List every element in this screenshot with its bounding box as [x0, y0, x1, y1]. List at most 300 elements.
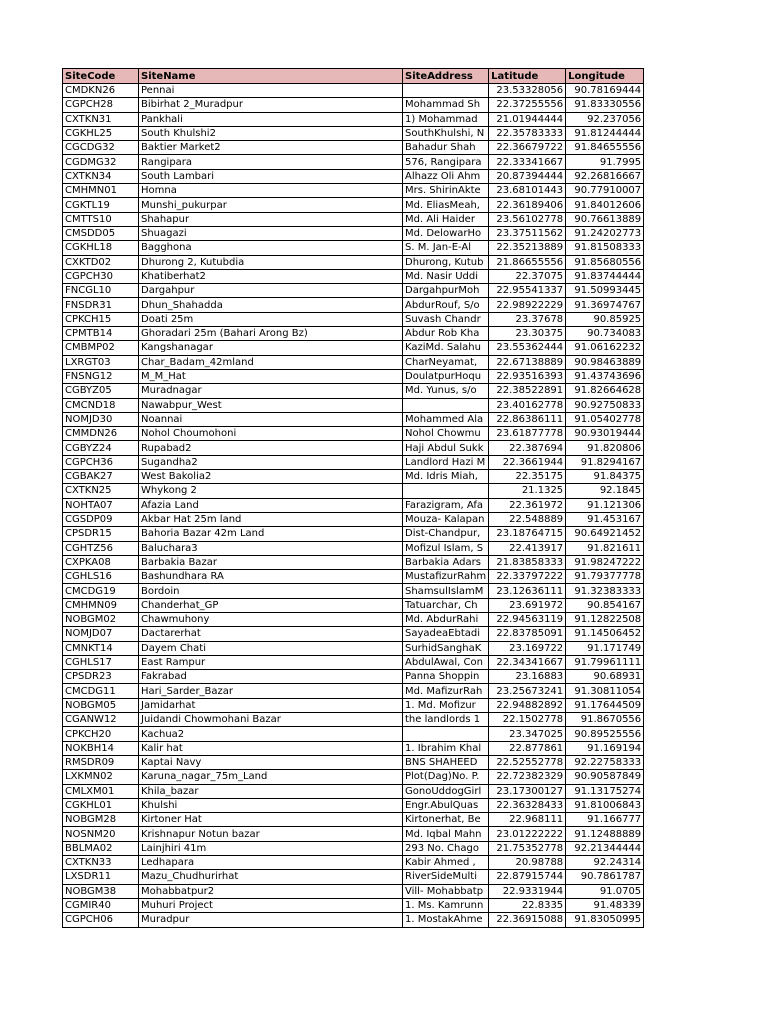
latitude-cell: 22.361972 [489, 498, 566, 512]
site-name-cell: Rupabad2 [139, 441, 403, 455]
site-name-cell: Karuna_nagar_75m_Land [139, 770, 403, 784]
site-address-cell: Md. Ali Haider [403, 212, 489, 226]
table-row [63, 641, 644, 655]
site-code-cell: CMNKT14 [63, 641, 139, 655]
table-row [63, 655, 644, 669]
table-row [63, 470, 644, 484]
longitude-cell: 91.8670556 [566, 713, 644, 727]
longitude-cell: 91.79961111 [566, 655, 644, 669]
header-sitecode: SiteCode [63, 69, 139, 84]
site-name-cell: Shuagazi [139, 226, 403, 240]
longitude-cell: 91.84375 [566, 470, 644, 484]
site-address-cell: Dhurong, Kutub [403, 255, 489, 269]
site-address-cell: Mrs. ShirinAkte [403, 184, 489, 198]
site-code-cell: NOBGM38 [63, 884, 139, 898]
longitude-cell: 91.82664628 [566, 384, 644, 398]
longitude-cell: 91.81006843 [566, 798, 644, 812]
longitude-cell: 91.79377778 [566, 570, 644, 584]
site-name-cell: Barbakia Bazar [139, 555, 403, 569]
latitude-cell: 23.37678 [489, 312, 566, 326]
site-address-cell: Md. DelowarHo [403, 226, 489, 240]
latitude-cell: 22.37075 [489, 269, 566, 283]
site-name-cell: Bordoin [139, 584, 403, 598]
site-address-cell: BNS SHAHEED [403, 755, 489, 769]
latitude-cell: 22.52552778 [489, 755, 566, 769]
latitude-cell: 23.61877778 [489, 427, 566, 441]
longitude-cell: 91.06162232 [566, 341, 644, 355]
site-name-cell: South Khulshi2 [139, 126, 403, 140]
site-code-cell: CMCND18 [63, 398, 139, 412]
table-row [63, 755, 644, 769]
latitude-cell: 22.94882892 [489, 698, 566, 712]
site-code-cell: LXRGT03 [63, 355, 139, 369]
latitude-cell: 22.968111 [489, 813, 566, 827]
table-row [63, 784, 644, 798]
site-code-cell: CGPCH36 [63, 455, 139, 469]
latitude-cell: 22.95541337 [489, 284, 566, 298]
latitude-cell: 23.56102778 [489, 212, 566, 226]
site-code-cell: RMSDR09 [63, 755, 139, 769]
table-row [63, 527, 644, 541]
site-name-cell: Ghoradari 25m (Bahari Arong Bz) [139, 327, 403, 341]
site-address-cell: Md. MafizurRah [403, 684, 489, 698]
site-name-cell: Chanderhat_GP [139, 598, 403, 612]
table-row [63, 126, 644, 140]
table-row [63, 670, 644, 684]
site-code-cell: CGANW12 [63, 713, 139, 727]
longitude-cell: 91.821611 [566, 541, 644, 555]
site-address-cell: the landlords 1 [403, 713, 489, 727]
table-row [63, 841, 644, 855]
table-row [63, 798, 644, 812]
site-name-cell: Pennai [139, 84, 403, 98]
site-name-cell: Bagghona [139, 241, 403, 255]
table-row [63, 612, 644, 626]
table-row [63, 198, 644, 212]
table-row [63, 770, 644, 784]
site-address-cell: 1. Ibrahim Khal [403, 741, 489, 755]
site-address-cell: Engr.AbulQuas [403, 798, 489, 812]
table-row [63, 498, 644, 512]
table-row [63, 512, 644, 526]
latitude-cell: 23.37511562 [489, 226, 566, 240]
latitude-cell: 21.75352778 [489, 841, 566, 855]
site-name-cell: Dargahpur [139, 284, 403, 298]
longitude-cell: 91.17644509 [566, 698, 644, 712]
site-code-cell: CXTKN33 [63, 856, 139, 870]
longitude-cell: 90.89525556 [566, 727, 644, 741]
table-row [63, 226, 644, 240]
longitude-cell: 91.32383333 [566, 584, 644, 598]
longitude-cell: 91.81244444 [566, 126, 644, 140]
site-code-cell: CGKTL19 [63, 198, 139, 212]
site-code-cell: CGHLS16 [63, 570, 139, 584]
longitude-cell: 91.43743696 [566, 369, 644, 383]
table-row [63, 369, 644, 383]
latitude-cell: 23.01222222 [489, 827, 566, 841]
site-code-cell: CGHLS17 [63, 655, 139, 669]
site-name-cell: Chawmuhony [139, 612, 403, 626]
site-name-cell: West Bakolia2 [139, 470, 403, 484]
longitude-cell: 91.171749 [566, 641, 644, 655]
longitude-cell: 91.453167 [566, 512, 644, 526]
site-address-cell: Dist-Chandpur, [403, 527, 489, 541]
table-row [63, 884, 644, 898]
table-row [63, 184, 644, 198]
table-row [63, 384, 644, 398]
site-code-cell: CXKTD02 [63, 255, 139, 269]
site-name-cell: Hari_Sarder_Bazar [139, 684, 403, 698]
site-name-cell: Bahoria Bazar 42m Land [139, 527, 403, 541]
latitude-cell: 22.37255556 [489, 98, 566, 112]
latitude-cell: 22.877861 [489, 741, 566, 755]
site-address-cell: Kabir Ahmed , [403, 856, 489, 870]
site-address-cell: 1) Mohammad [403, 112, 489, 126]
table-row [63, 627, 644, 641]
site-address-cell: DargahpurMoh [403, 284, 489, 298]
site-address-cell: Barbakia Adars [403, 555, 489, 569]
table-row [63, 255, 644, 269]
site-address-cell: Plot(Dag)No. P. [403, 770, 489, 784]
latitude-cell: 22.36915088 [489, 913, 566, 927]
table-row [63, 584, 644, 598]
longitude-cell: 90.64921452 [566, 527, 644, 541]
site-address-cell: Suvash Chandr [403, 312, 489, 326]
site-address-cell: Farazigram, Afa [403, 498, 489, 512]
site-code-cell: CGSDP09 [63, 512, 139, 526]
table-row [63, 441, 644, 455]
header-sitename: SiteName [139, 69, 403, 84]
site-code-cell: CMMDN26 [63, 427, 139, 441]
longitude-cell: 90.76613889 [566, 212, 644, 226]
site-address-cell [403, 484, 489, 498]
table-row [63, 269, 644, 283]
site-address-cell: Mohammed Ala [403, 412, 489, 426]
site-code-cell: NOKBH14 [63, 741, 139, 755]
site-name-cell: Juidandi Chowmohani Bazar [139, 713, 403, 727]
site-name-cell: Mohabbatpur2 [139, 884, 403, 898]
site-code-cell: CPSDR15 [63, 527, 139, 541]
site-name-cell: Mazu_Chudhurirhat [139, 870, 403, 884]
site-name-cell: Dayem Chati [139, 641, 403, 655]
site-name-cell: Baluchara3 [139, 541, 403, 555]
site-code-cell: FNSNG12 [63, 369, 139, 383]
site-code-cell: CXPKA08 [63, 555, 139, 569]
table-row [63, 98, 644, 112]
site-name-cell: Dactarerhat [139, 627, 403, 641]
site-code-cell: CMCDG19 [63, 584, 139, 598]
table-row [63, 484, 644, 498]
site-code-cell: CPKCH15 [63, 312, 139, 326]
site-name-cell: Krishnapur Notun bazar [139, 827, 403, 841]
table-row [63, 570, 644, 584]
latitude-cell: 22.94563119 [489, 612, 566, 626]
latitude-cell: 22.67138889 [489, 355, 566, 369]
latitude-cell: 22.548889 [489, 512, 566, 526]
longitude-cell: 90.85925 [566, 312, 644, 326]
site-name-cell: Lainjhiri 41m [139, 841, 403, 855]
site-name-cell: Fakrabad [139, 670, 403, 684]
site-code-cell: NOBGM28 [63, 813, 139, 827]
site-address-cell: Bahadur Shah [403, 141, 489, 155]
site-address-cell: Panna Shoppin [403, 670, 489, 684]
site-name-cell: Sugandha2 [139, 455, 403, 469]
table-row [63, 412, 644, 426]
site-address-cell: CharNeyamat, [403, 355, 489, 369]
longitude-cell: 91.169194 [566, 741, 644, 755]
site-address-cell: KaziMd. Salahu [403, 341, 489, 355]
longitude-cell: 91.13175274 [566, 784, 644, 798]
site-name-cell: Doati 25m [139, 312, 403, 326]
site-address-cell: Mohammad Sh [403, 98, 489, 112]
site-code-cell: CMLXM01 [63, 784, 139, 798]
site-address-cell: AbdurRouf, S/o [403, 298, 489, 312]
site-address-cell: 576, Rangipara [403, 155, 489, 169]
longitude-cell: 91.83050995 [566, 913, 644, 927]
site-code-cell: CMDKN26 [63, 84, 139, 98]
table-row [63, 312, 644, 326]
site-code-cell: FNCGL10 [63, 284, 139, 298]
longitude-cell: 91.83330556 [566, 98, 644, 112]
longitude-cell: 92.21344444 [566, 841, 644, 855]
latitude-cell: 22.87915744 [489, 870, 566, 884]
site-code-cell: CGCDG32 [63, 141, 139, 155]
longitude-cell: 91.820806 [566, 441, 644, 455]
latitude-cell: 23.40162778 [489, 398, 566, 412]
table-row [63, 727, 644, 741]
longitude-cell: 91.36974767 [566, 298, 644, 312]
latitude-cell: 21.83858333 [489, 555, 566, 569]
site-code-cell: CMTTS10 [63, 212, 139, 226]
latitude-cell: 23.16883 [489, 670, 566, 684]
site-code-cell: CPKCH20 [63, 727, 139, 741]
longitude-cell: 90.98463889 [566, 355, 644, 369]
site-address-cell: Vill- Mohabbatp [403, 884, 489, 898]
site-code-cell: CGPCH30 [63, 269, 139, 283]
latitude-cell: 21.1325 [489, 484, 566, 498]
table-row [63, 856, 644, 870]
site-address-cell: Md. AbdurRahi [403, 612, 489, 626]
site-name-cell: Char_Badam_42mland [139, 355, 403, 369]
site-name-cell: Dhurong 2, Kutubdia [139, 255, 403, 269]
site-code-cell: CGKHL25 [63, 126, 139, 140]
site-code-cell: NOSNM20 [63, 827, 139, 841]
site-code-cell: CMHMN09 [63, 598, 139, 612]
header-siteaddress: SiteAddress [403, 69, 489, 84]
site-address-cell: Alhazz Oli Ahm [403, 169, 489, 183]
site-address-cell: AbdulAwal, Con [403, 655, 489, 669]
latitude-cell: 21.01944444 [489, 112, 566, 126]
site-code-cell: CGKHL01 [63, 798, 139, 812]
site-code-cell: NOBGM05 [63, 698, 139, 712]
latitude-cell: 20.87394444 [489, 169, 566, 183]
latitude-cell: 22.83785091 [489, 627, 566, 641]
latitude-cell: 23.347025 [489, 727, 566, 741]
longitude-cell: 90.68931 [566, 670, 644, 684]
longitude-cell: 91.85680556 [566, 255, 644, 269]
site-address-cell: DoulatpurHoqu [403, 369, 489, 383]
site-address-cell: Md. EliasMeah, [403, 198, 489, 212]
site-code-cell: CXTKN34 [63, 169, 139, 183]
site-address-cell: Kirtonerhat, Be [403, 813, 489, 827]
latitude-cell: 21.86655556 [489, 255, 566, 269]
header-row [63, 69, 644, 84]
longitude-cell: 90.90587849 [566, 770, 644, 784]
site-name-cell: Munshi_pukurpar [139, 198, 403, 212]
longitude-cell: 91.30811054 [566, 684, 644, 698]
site-code-cell: CGKHL18 [63, 241, 139, 255]
site-code-cell: NOMJD07 [63, 627, 139, 641]
site-name-cell: Kalir hat [139, 741, 403, 755]
site-address-cell: Md. Idris Miah, [403, 470, 489, 484]
table-row [63, 355, 644, 369]
longitude-cell: 92.24314 [566, 856, 644, 870]
table-row [63, 684, 644, 698]
site-code-cell: CGDMG32 [63, 155, 139, 169]
longitude-cell: 91.81508333 [566, 241, 644, 255]
longitude-cell: 91.98247222 [566, 555, 644, 569]
site-code-cell: CGBAK27 [63, 470, 139, 484]
longitude-cell: 92.22758333 [566, 755, 644, 769]
site-name-cell: Akbar Hat 25m land [139, 512, 403, 526]
table-row [63, 898, 644, 912]
site-name-cell: Afazia Land [139, 498, 403, 512]
site-name-cell: Muradpur [139, 913, 403, 927]
longitude-cell: 92.237056 [566, 112, 644, 126]
latitude-cell: 22.35175 [489, 470, 566, 484]
latitude-cell: 22.387694 [489, 441, 566, 455]
site-name-cell: Nohol Choumohoni [139, 427, 403, 441]
site-code-cell: CXTKN31 [63, 112, 139, 126]
latitude-cell: 22.33797222 [489, 570, 566, 584]
site-address-cell: S. M. Jan-E-Al [403, 241, 489, 255]
site-code-cell: CMBMP02 [63, 341, 139, 355]
site-code-cell: CGHTZ56 [63, 541, 139, 555]
table-row [63, 212, 644, 226]
site-name-cell: Bibirhat 2_Muradpur [139, 98, 403, 112]
site-name-cell: Muhuri Project [139, 898, 403, 912]
site-name-cell: Kaptai Navy [139, 755, 403, 769]
site-address-cell: SurhidSanghaK [403, 641, 489, 655]
table-row [63, 241, 644, 255]
site-name-cell: Shahapur [139, 212, 403, 226]
latitude-cell: 22.35783333 [489, 126, 566, 140]
site-code-cell: CGPCH06 [63, 913, 139, 927]
site-code-cell: CGMIR40 [63, 898, 139, 912]
site-code-cell: CMSDD05 [63, 226, 139, 240]
longitude-cell: 91.8294167 [566, 455, 644, 469]
site-code-cell: FNSDR31 [63, 298, 139, 312]
site-address-cell: 1. Md. Mofizur [403, 698, 489, 712]
table-row [63, 112, 644, 126]
table-row [63, 427, 644, 441]
site-code-cell: LXSDR11 [63, 870, 139, 884]
site-address-cell [403, 727, 489, 741]
site-code-cell: NOBGM02 [63, 612, 139, 626]
latitude-cell: 23.53328056 [489, 84, 566, 98]
table-row [63, 341, 644, 355]
site-code-cell: CGBYZ05 [63, 384, 139, 398]
site-name-cell: Kangshanagar [139, 341, 403, 355]
site-code-cell: CMCDG11 [63, 684, 139, 698]
latitude-cell: 23.18764715 [489, 527, 566, 541]
site-name-cell: Kirtoner Hat [139, 813, 403, 827]
longitude-cell: 91.84012606 [566, 198, 644, 212]
site-table [62, 68, 644, 928]
site-name-cell: Whykong 2 [139, 484, 403, 498]
site-name-cell: Muradnagar [139, 384, 403, 398]
site-name-cell: Bashundhara RA [139, 570, 403, 584]
latitude-cell: 23.12636111 [489, 584, 566, 598]
longitude-cell: 91.24202773 [566, 226, 644, 240]
site-address-cell: ShamsulIslamM [403, 584, 489, 598]
site-name-cell: Nawabpur_West [139, 398, 403, 412]
site-code-cell: BBLMA02 [63, 841, 139, 855]
latitude-cell: 23.691972 [489, 598, 566, 612]
site-address-cell: Landlord Hazi M [403, 455, 489, 469]
latitude-cell: 22.93516393 [489, 369, 566, 383]
site-code-cell: CXTKN25 [63, 484, 139, 498]
site-address-cell: 293 No. Chago [403, 841, 489, 855]
site-code-cell: CGBYZ24 [63, 441, 139, 455]
latitude-cell: 23.68101443 [489, 184, 566, 198]
latitude-cell: 22.98922229 [489, 298, 566, 312]
header-longitude: Longitude [566, 69, 644, 84]
site-name-cell: Ledhapara [139, 856, 403, 870]
latitude-cell: 23.17300127 [489, 784, 566, 798]
longitude-cell: 91.0705 [566, 884, 644, 898]
latitude-cell: 23.25673241 [489, 684, 566, 698]
table-row [63, 455, 644, 469]
longitude-cell: 91.14506452 [566, 627, 644, 641]
longitude-cell: 91.48339 [566, 898, 644, 912]
site-address-cell: Tatuarchar, Ch [403, 598, 489, 612]
longitude-cell: 90.93019444 [566, 427, 644, 441]
table-row [63, 698, 644, 712]
table-row [63, 827, 644, 841]
site-name-cell: Khatiberhat2 [139, 269, 403, 283]
latitude-cell: 23.169722 [489, 641, 566, 655]
longitude-cell: 91.12822508 [566, 612, 644, 626]
site-code-cell: CGPCH28 [63, 98, 139, 112]
table-row [63, 870, 644, 884]
longitude-cell: 90.92750833 [566, 398, 644, 412]
table-row [63, 398, 644, 412]
site-address-cell: Mouza- Kalapan [403, 512, 489, 526]
longitude-cell: 92.1845 [566, 484, 644, 498]
site-address-cell: Mofizul Islam, S [403, 541, 489, 555]
site-address-cell: Haji Abdul Sukk [403, 441, 489, 455]
longitude-cell: 91.12488889 [566, 827, 644, 841]
site-code-cell: NOMJD30 [63, 412, 139, 426]
longitude-cell: 90.734083 [566, 327, 644, 341]
longitude-cell: 90.78169444 [566, 84, 644, 98]
site-address-cell: Md. Iqbal Mahn [403, 827, 489, 841]
site-name-cell: Khila_bazar [139, 784, 403, 798]
site-address-cell: Md. Nasir Uddi [403, 269, 489, 283]
site-name-cell: Pankhali [139, 112, 403, 126]
site-address-cell: MustafizurRahm [403, 570, 489, 584]
table-row [63, 713, 644, 727]
header-latitude: Latitude [489, 69, 566, 84]
latitude-cell: 22.1502778 [489, 713, 566, 727]
site-name-cell: Homna [139, 184, 403, 198]
site-name-cell: Baktier Market2 [139, 141, 403, 155]
table-row [63, 155, 644, 169]
table-row [63, 298, 644, 312]
table-row [63, 741, 644, 755]
site-address-cell: SayadeaEbtadi [403, 627, 489, 641]
